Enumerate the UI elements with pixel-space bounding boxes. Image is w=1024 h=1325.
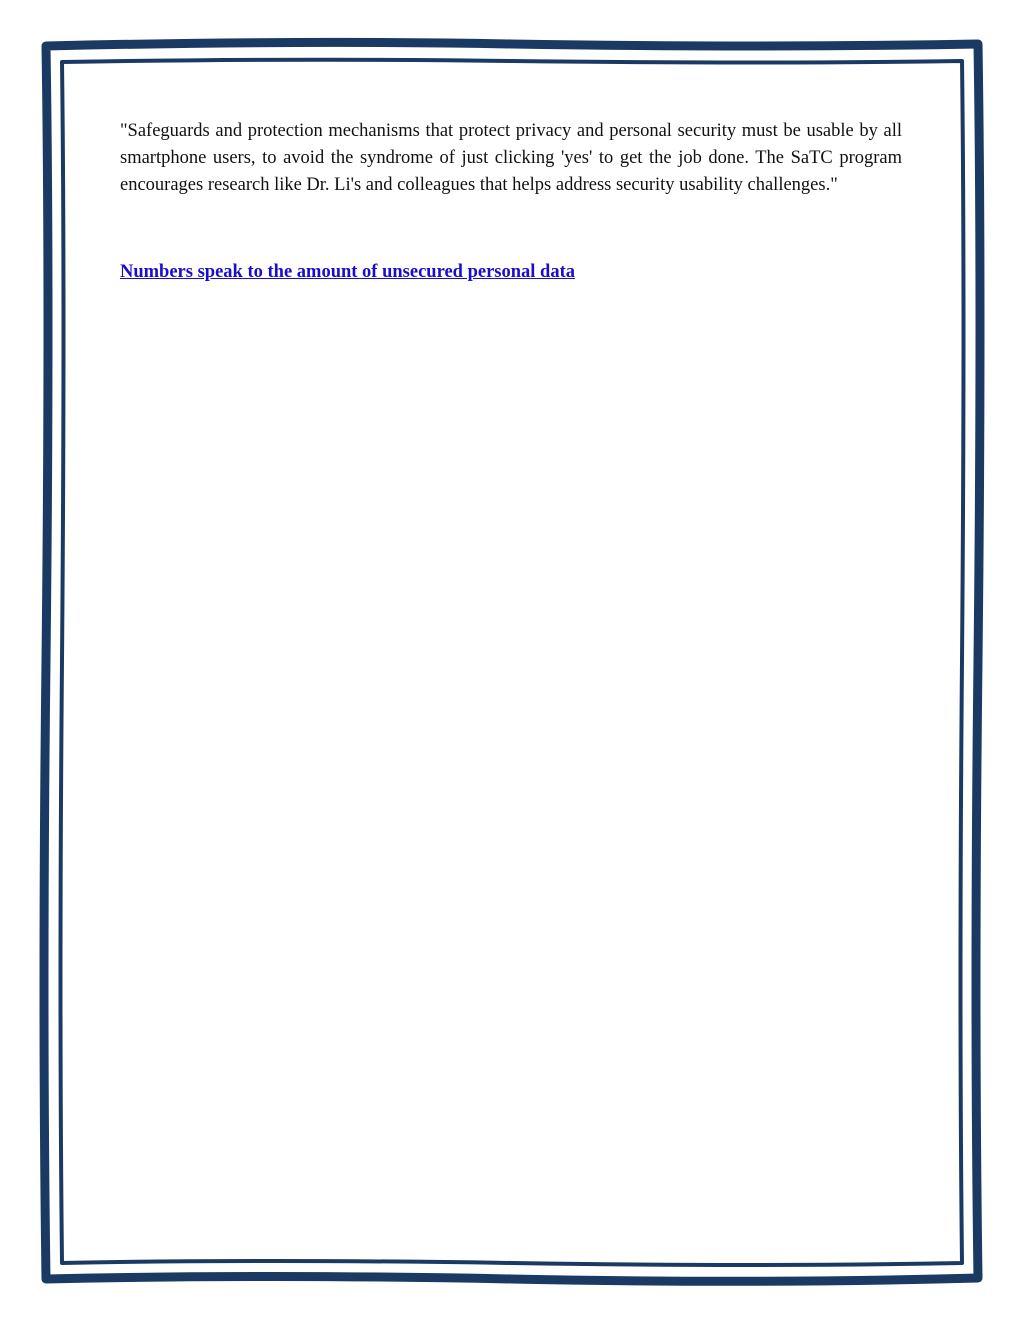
unsecured-data-link[interactable]: Numbers speak to the amount of unsecured personal data bbox=[120, 262, 575, 282]
document-body bbox=[120, 118, 902, 286]
quote-paragraph: "Safeguards and protection mechanisms that protect privacy and personal security must be usable by all smartphone users, to avoid the syndrome of just clicking 'yes' to get the job done. The SaTC program encourages research like Dr. Li's and colleagues that helps address security usability challenges." bbox=[120, 121, 902, 195]
